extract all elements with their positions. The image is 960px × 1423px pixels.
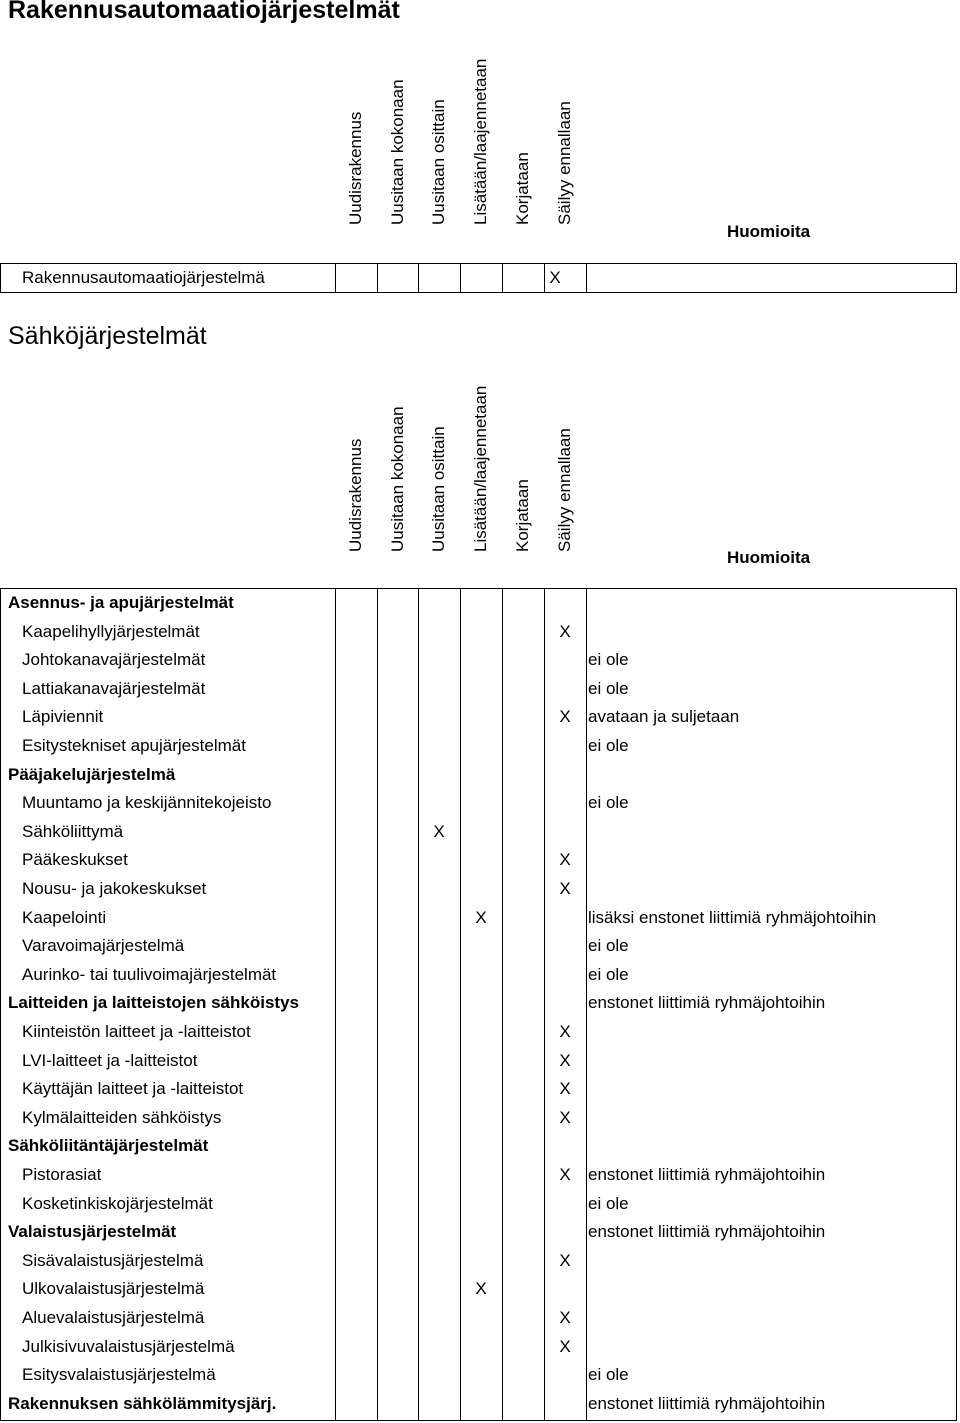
table-row (0, 1247, 960, 1276)
table-row (0, 789, 960, 818)
row-label: Rakennuksen sähkölämmitysjärj. (8, 1393, 277, 1413)
row-label: Muuntamo ja keskijännitekojeisto (22, 793, 272, 813)
row-mark: X (559, 1165, 571, 1184)
row-label: LVI-laitteet ja -laitteistot (22, 1050, 198, 1070)
row-note: enstonet liittimiä ryhmäjohtoihin (588, 1222, 826, 1242)
table-row (0, 1304, 960, 1333)
column-header-label: Korjataan (513, 479, 532, 552)
column-header-label: Lisätään/laajennetaan (471, 58, 490, 225)
row-note: avataan ja suljetaan (588, 707, 740, 727)
row-label: Pääkeskukset (22, 850, 128, 870)
table-row (0, 675, 960, 704)
row-label: Asennus- ja apujärjestelmät (8, 593, 234, 612)
category-row (0, 1390, 960, 1419)
row-mark: X (559, 1022, 571, 1041)
row-note: ei ole (588, 793, 629, 813)
row-label: Laitteiden ja laitteistojen sähköistys (8, 993, 299, 1013)
column-header-0 (336, 382, 376, 572)
column-header-4 (503, 382, 543, 572)
row-mark: X (559, 1336, 571, 1356)
column-header-label: Uudisrakennus (346, 111, 365, 225)
column-header-3 (461, 55, 501, 245)
table-row (0, 1018, 960, 1047)
table-row (0, 703, 960, 732)
column-header-label: Korjataan (513, 152, 532, 225)
row-label: Aurinko- tai tuulivoimajärjestelmät (22, 964, 277, 984)
row-note: ei ole (588, 678, 629, 698)
row-mark: X (559, 1250, 571, 1270)
row-mark: X (559, 1107, 571, 1127)
column-header-label: Säilyy ennallaan (555, 101, 574, 225)
section1-row (0, 264, 960, 293)
row-mark: X (559, 850, 571, 870)
row-label: Kaapelointi (22, 907, 107, 927)
table-row (0, 1047, 960, 1076)
table-row (0, 732, 960, 761)
column-header-label: Uudisrakennus (346, 438, 365, 552)
column-header-5 (545, 55, 585, 245)
category-row (0, 761, 960, 790)
row-label: Johtokanavajärjestelmät (22, 650, 206, 670)
column-header-label: Uusitaan kokonaan (387, 79, 407, 225)
row-note: enstonet liittimiä ryhmäjohtoihin (588, 1393, 826, 1413)
column-header-label: Uusitaan kokonaan (387, 406, 407, 552)
table-row (0, 1104, 960, 1133)
row-mark: X (559, 879, 571, 898)
row-note: ei ole (588, 1193, 629, 1213)
row-label: Pistorasiat (22, 1165, 102, 1184)
table-row (0, 932, 960, 961)
row-label: Sisävalaistusjärjestelmä (22, 1250, 204, 1270)
row-mark: X (559, 1050, 571, 1070)
row-label: Varavoimajärjestelmä (22, 936, 185, 956)
table-row (0, 1161, 960, 1190)
column-header-1 (378, 55, 418, 245)
row-note: enstonet liittimiä ryhmäjohtoihin (588, 1165, 826, 1184)
row-label: Läpiviennit (22, 707, 104, 727)
row-note: enstonet liittimiä ryhmäjohtoihin (588, 993, 826, 1013)
row-label: Esitystekniset apujärjestelmät (22, 736, 246, 755)
column-header-3 (461, 382, 501, 572)
row-label: Käyttäjän laitteet ja -laitteistot (22, 1079, 244, 1099)
section2-title: Sähköjärjestelmät (8, 322, 207, 350)
row-label: Sähköliittymä (22, 821, 124, 841)
row-mark: X (559, 1308, 571, 1327)
column-header-2 (419, 55, 459, 245)
table-row (0, 618, 960, 647)
table-row (0, 1075, 960, 1104)
row-label: Sähköliitäntäjärjestelmät (8, 1136, 209, 1156)
column-header-5 (545, 382, 585, 572)
category-row (0, 1132, 960, 1161)
row-note: ei ole (588, 964, 629, 984)
row-note: ei ole (588, 736, 629, 755)
row-note: ei ole (588, 936, 629, 956)
table-row (0, 1275, 960, 1304)
row-mark: X (433, 821, 445, 841)
table-row (0, 904, 960, 933)
table-row (0, 1190, 960, 1219)
column-header-2 (419, 382, 459, 572)
row-label: Julkisivuvalaistusjärjestelmä (22, 1336, 235, 1356)
table-row (0, 1361, 960, 1390)
row-label: Pääjakelujärjestelmä (8, 764, 176, 784)
column-header-4 (503, 55, 543, 245)
row-label: Kylmälaitteiden sähköistys (22, 1107, 222, 1127)
row-mark: X (559, 1079, 571, 1099)
row-note: lisäksi enstonet liittimiä ryhmäjohtoihin (588, 907, 877, 927)
table-row (0, 818, 960, 847)
row-label: Aluevalaistusjärjestelmä (22, 1308, 205, 1327)
row-label: Kiinteistön laitteet ja -laitteistot (22, 1022, 251, 1041)
section2-notes-header: Huomioita (727, 548, 811, 567)
category-row (0, 989, 960, 1018)
row-label: Nousu- ja jakokeskukset (22, 879, 207, 898)
table-row (0, 875, 960, 904)
row-label: Lattiakanavajärjestelmät (22, 678, 206, 698)
row-note: ei ole (588, 1365, 629, 1385)
section1-title: Rakennusautomaatiojärjestelmät (8, 0, 400, 24)
table-row (0, 961, 960, 990)
category-row (0, 1218, 960, 1247)
row-mark: X (549, 268, 561, 287)
row-mark: X (475, 1279, 487, 1299)
section1-notes-header: Huomioita (727, 222, 811, 241)
column-header-label: Uusitaan osittain (429, 99, 448, 225)
row-mark: X (475, 907, 487, 927)
table-row (0, 846, 960, 875)
row-label: Kosketinkiskojärjestelmät (22, 1193, 213, 1213)
column-header-label: Säilyy ennallaan (555, 428, 574, 552)
column-header-1 (378, 382, 418, 572)
row-label: Rakennusautomaatiojärjestelmä (22, 268, 265, 287)
category-row (0, 589, 960, 618)
row-label: Ulkovalaistusjärjestelmä (22, 1279, 205, 1299)
row-label: Esitysvalaistusjärjestelmä (22, 1365, 216, 1385)
row-label: Valaistusjärjestelmät (8, 1222, 177, 1242)
table-row (0, 646, 960, 675)
row-note: ei ole (588, 650, 629, 670)
column-header-label: Uusitaan osittain (429, 426, 448, 552)
column-header-label: Lisätään/laajennetaan (471, 385, 490, 552)
table-row (0, 1333, 960, 1362)
column-header-0 (336, 55, 376, 245)
row-mark: X (559, 621, 571, 641)
row-label: Kaapelihyllyjärjestelmät (22, 621, 200, 641)
row-mark: X (559, 707, 571, 727)
